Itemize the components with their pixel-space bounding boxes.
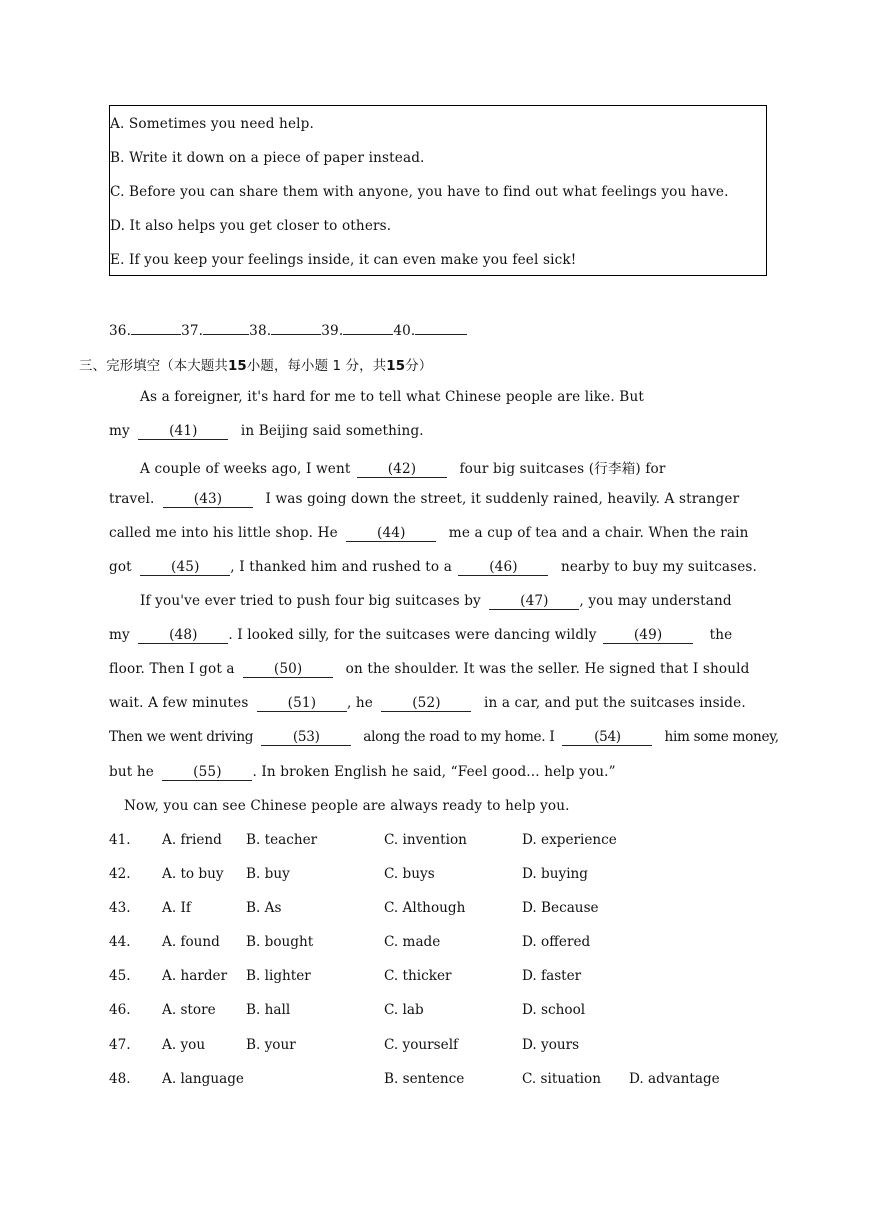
passage-line <box>140 593 732 610</box>
choice-b[interactable]: B. your <box>246 1037 296 1053</box>
passage-line <box>109 627 732 644</box>
answer-39-label: 39. <box>321 323 344 339</box>
choice-a[interactable]: A. to buy <box>162 866 224 882</box>
answer-37-label: 37. <box>181 323 204 339</box>
choice-d[interactable]: D. offered <box>522 934 591 950</box>
option-a: A. Sometimes you need help. <box>110 116 314 132</box>
passage-line <box>109 695 746 712</box>
passage-text: Then we went driving <box>109 729 254 745</box>
question-number: 47. <box>109 1037 131 1053</box>
passage-text: four big suitcases (行李箱) for <box>459 461 666 477</box>
passage-text: . In broken English he said, “Feel good... help you.” <box>252 764 616 780</box>
section-question-count: 15 <box>227 359 247 374</box>
answer-40-blank[interactable] <box>415 321 467 335</box>
passage-text: in a car, and put the suitcases inside. <box>483 695 746 711</box>
passage-text: nearby to buy my suitcases. <box>560 559 758 575</box>
blank-46[interactable]: (46) <box>458 560 548 576</box>
choice-c[interactable]: C. thicker <box>384 968 452 984</box>
choice-c[interactable]: C. invention <box>384 832 467 848</box>
passage-text: my <box>109 423 130 439</box>
passage-line: As a foreigner, it's hard for me to tell what Chinese people are like. But <box>140 389 644 405</box>
passage-text: , he <box>346 695 373 711</box>
choice-b[interactable]: B. buy <box>246 866 290 882</box>
question-number: 45. <box>109 968 131 984</box>
choice-d[interactable]: D. advantage <box>629 1071 720 1087</box>
passage-text: A couple of weeks ago, I went <box>140 461 351 477</box>
blank-41[interactable]: (41) <box>138 424 228 440</box>
option-e: E. If you keep your feelings inside, it can even make you feel sick! <box>110 252 577 268</box>
option-c: C. Before you can share them with anyone, you have to find out what feelings you have. <box>110 184 729 200</box>
choice-a[interactable]: A. you <box>162 1037 206 1053</box>
choice-d[interactable]: D. faster <box>522 968 582 984</box>
choice-b[interactable]: B. bought <box>246 934 314 950</box>
answer-40-label: 40. <box>393 323 416 339</box>
passage-text: my <box>109 627 130 643</box>
passage-text: If you've ever tried to push four big suitcases by <box>140 593 481 609</box>
blank-48[interactable]: (48) <box>138 628 228 644</box>
passage-text: the <box>709 627 733 643</box>
question-number: 41. <box>109 832 131 848</box>
choice-d[interactable]: D. school <box>522 1002 586 1018</box>
passage-text: called me into his little shop. He <box>109 525 338 541</box>
passage-text: wait. A few minutes <box>109 695 249 711</box>
question-number: 43. <box>109 900 131 916</box>
choice-c[interactable]: C. situation <box>522 1071 601 1087</box>
answer-36-blank[interactable] <box>131 321 181 335</box>
answer-36-label: 36. <box>109 323 132 339</box>
choice-c[interactable]: C. buys <box>384 866 435 882</box>
answer-39-blank[interactable] <box>343 321 393 335</box>
passage-line <box>109 525 749 542</box>
blank-44[interactable]: (44) <box>346 526 436 542</box>
choice-a[interactable]: A. found <box>162 934 220 950</box>
passage-text: floor. Then I got a <box>109 661 235 677</box>
blank-47[interactable]: (47) <box>489 594 579 610</box>
passage-line <box>109 729 779 746</box>
blank-45[interactable]: (45) <box>140 560 230 576</box>
passage-line <box>109 764 616 781</box>
blank-43[interactable]: (43) <box>163 492 253 508</box>
section-total-score: 15 <box>386 359 406 374</box>
passage-text: along the road to my home. I <box>363 729 555 745</box>
passage-text: travel. <box>109 491 155 507</box>
blank-42[interactable]: (42) <box>357 462 447 478</box>
passage-text: but he <box>109 764 154 780</box>
choice-a[interactable]: A. store <box>162 1002 216 1018</box>
choice-d[interactable]: D. yours <box>522 1037 580 1053</box>
passage-text: , I thanked him and rushed to a <box>230 559 452 575</box>
choice-c[interactable]: C. lab <box>384 1002 424 1018</box>
passage-text: on the shoulder. It was the seller. He signed that I should <box>345 661 750 677</box>
passage-line: Now, you can see Chinese people are always ready to help you. <box>124 798 570 814</box>
choice-a[interactable]: A. friend <box>162 832 222 848</box>
question-number: 42. <box>109 866 131 882</box>
choice-b[interactable]: B. lighter <box>246 968 311 984</box>
choice-c[interactable]: C. Although <box>384 900 466 916</box>
passage-line <box>140 457 666 478</box>
passage-text: got <box>109 559 132 575</box>
blank-49[interactable]: (49) <box>603 628 693 644</box>
choice-b[interactable]: B. As <box>246 900 282 916</box>
passage-text: I was going down the street, it suddenly rained, heavily. A stranger <box>265 491 740 507</box>
choice-b[interactable]: B. hall <box>246 1002 291 1018</box>
passage-text: in Beijing said something. <box>240 423 424 439</box>
answer-37-blank[interactable] <box>203 321 249 335</box>
passage-text: me a cup of tea and a chair. When the rain <box>448 525 749 541</box>
choice-a[interactable]: A. If <box>162 900 191 916</box>
question-number: 44. <box>109 934 131 950</box>
answer-38-blank[interactable] <box>271 321 321 335</box>
choice-c[interactable]: C. made <box>384 934 441 950</box>
choice-d[interactable]: D. Because <box>522 900 599 916</box>
question-number: 46. <box>109 1002 131 1018</box>
passage-line <box>109 559 757 576</box>
section-heading-suffix: 分） <box>405 359 433 374</box>
blank-54[interactable]: (54) <box>562 730 652 746</box>
blank-52[interactable]: (52) <box>381 696 471 712</box>
passage-text: , you may understand <box>579 593 732 609</box>
answer-line <box>109 321 467 339</box>
passage-text: him some money, <box>664 729 779 745</box>
choice-c[interactable]: C. yourself <box>384 1037 459 1053</box>
choice-d[interactable]: D. buying <box>522 866 588 882</box>
section-heading <box>79 355 432 374</box>
blank-51[interactable]: (51) <box>257 696 347 712</box>
choice-d[interactable]: D. experience <box>522 832 617 848</box>
options-box <box>109 105 767 276</box>
question-number: 48. <box>109 1071 131 1087</box>
section-heading-prefix: 三、完形填空（本大题共 <box>79 359 228 374</box>
option-b: B. Write it down on a piece of paper instead. <box>110 150 425 166</box>
choice-b[interactable]: B. teacher <box>246 832 318 848</box>
section-heading-mid: 小题，每小题 1 分，共 <box>246 359 387 374</box>
option-d: D. It also helps you get closer to others. <box>110 218 392 234</box>
blank-53[interactable]: (53) <box>261 730 351 746</box>
passage-line <box>109 423 424 440</box>
passage-text: . I looked silly, for the suitcases were dancing wildly <box>228 627 597 643</box>
blank-55[interactable]: (55) <box>162 765 252 781</box>
passage-line <box>109 661 750 678</box>
passage-line <box>109 491 739 508</box>
blank-50[interactable]: (50) <box>243 662 333 678</box>
choice-a[interactable]: A. language <box>162 1071 244 1087</box>
choice-a[interactable]: A. harder <box>162 968 228 984</box>
choice-b[interactable]: B. sentence <box>384 1071 465 1087</box>
answer-38-label: 38. <box>249 323 272 339</box>
